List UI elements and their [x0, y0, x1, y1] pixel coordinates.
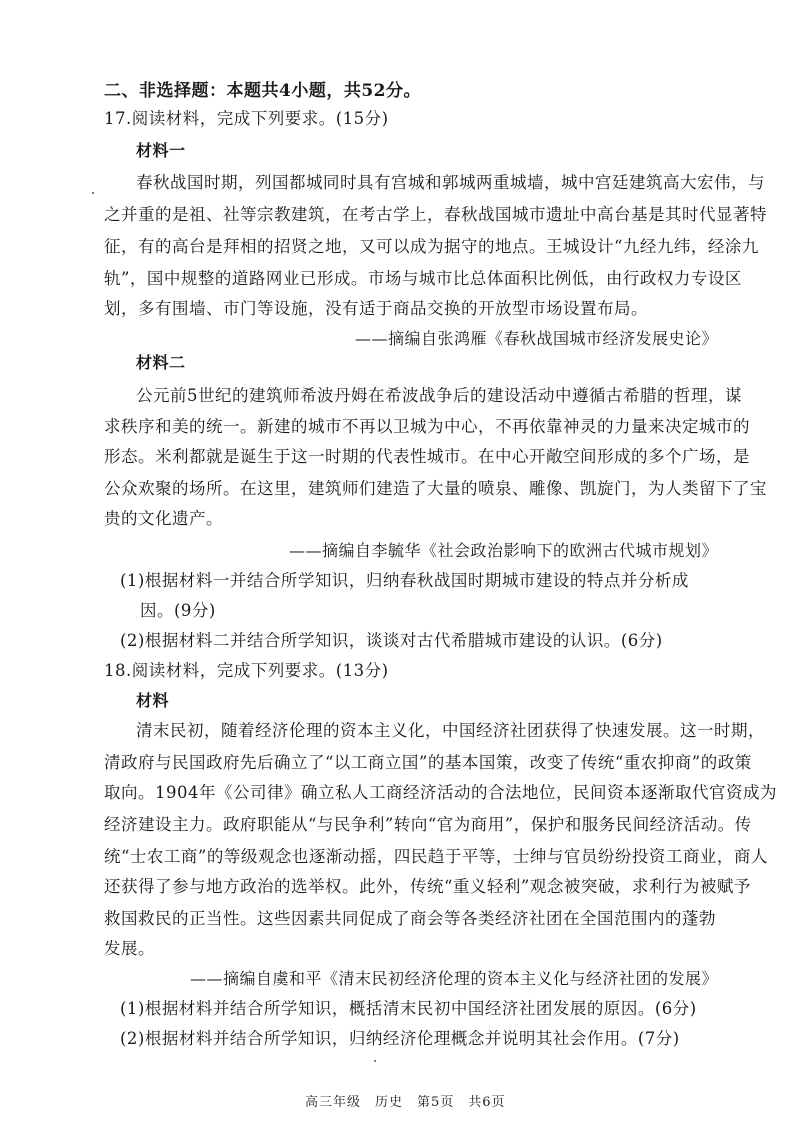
material-line: 清政府与民国政府先后确立了“以工商立国”的基本国策，改变了传统“重农抑商”的政策 [104, 753, 752, 772]
scan-speck [374, 1060, 376, 1062]
material-2-source: ——摘编自李毓华《社会政治影响下的欧洲古代城市规划》 [288, 541, 718, 560]
question-17-subquestion-2: (2)根据材料二并结合所学知识，谈谈对古代希腊城市建设的认识。(6分) [120, 631, 663, 650]
material-2-line: 公众欢聚的场所。在这里，建筑师们建造了大量的喷泉、雕像、凯旋门，为人类留下了宝 [104, 479, 767, 498]
question-17-heading: 17.阅读材料，完成下列要求。(15分) [104, 109, 389, 128]
question-18-subquestion-1: (1)根据材料并结合所学知识，概括清末民初中国经济社团发展的原因。(6分) [120, 999, 697, 1018]
material-line: 取向。1904年《公司律》确立私人工商经济活动的合法地位，民间资本逐渐取代官资成为 [104, 783, 777, 802]
section-title: 二、非选择题：本题共4小题，共52分。 [104, 81, 421, 101]
material-1-line: 春秋战国时期，列国都城同时具有宫城和郭城两重城墙，城中宫廷建筑高大宏伟，与 [136, 173, 765, 192]
material-1-line: 征，有的高台是拜相的招贤之地，又可以成为据守的地点。王城设计“九经九纬，经涂九 [104, 237, 759, 256]
material-1-label: 材料一 [136, 141, 186, 160]
material-line: 发展。 [104, 939, 155, 958]
scan-speck [92, 192, 94, 194]
question-18-subquestion-2: (2)根据材料并结合所学知识，归纳经济伦理概念并说明其社会作用。(7分) [120, 1029, 680, 1048]
material-2-line: 形态。米利都就是诞生于这一时期的代表性城市。在中心开敞空间形成的多个广场，是 [104, 447, 750, 466]
material-line: 清末民初，随着经济伦理的资本主义化，中国经济社团获得了快速发展。这一时期， [136, 721, 765, 740]
material-2-line: 求秩序和美的统一。新建的城市不再以卫城为中心，不再依靠神灵的力量来决定城市的 [104, 417, 750, 436]
material-label: 材料 [136, 691, 170, 710]
material-line: 统“士农工商”的等级观念也逐渐动摇，四民趋于平等，士绅与官员纷纷投资工商业，商人 [104, 847, 768, 866]
material-2-line: 公元前5世纪的建筑师希波丹姆在希波战争后的建设活动中遵循古希腊的哲理，谋 [136, 386, 742, 405]
question-17-subquestion-1: (1)根据材料一并结合所学知识，归纳春秋战国时期城市建设的特点并分析成 [120, 571, 689, 590]
material-1-line: 之并重的是祖、社等宗教建筑，在考古学上，春秋战国城市遗址中高台基是其时代显著特 [104, 205, 767, 224]
material-1-line: 划，多有围墙、市门等设施，没有适于商品交换的开放型市场设置布局。 [104, 299, 648, 318]
material-2-label: 材料二 [136, 353, 186, 372]
material-line: 救国救民的正当性。这些因素共同促成了商会等各类经济社团在全国范围内的蓬勃 [104, 909, 716, 928]
material-line: 经济建设主力。政府职能从“与民争利”转向“官为商用”，保护和服务民间经济活动。传 [104, 815, 752, 834]
material-source: ——摘编自虞和平《清末民初经济伦理的资本主义化与经济社团的发展》 [189, 969, 718, 988]
page-footer: 高三年级 历史 第5页 共6页 [305, 1095, 506, 1110]
material-1-line: 轨”，国中规整的道路网业已形成。市场与城市比总体面积比例低，由行政权力专设区 [104, 269, 742, 288]
material-line: 还获得了参与地方政治的选举权。此外，传统“重义轻利”观念被突破，求利行为被赋予 [104, 877, 751, 896]
question-18-heading: 18.阅读材料，完成下列要求。(13分) [104, 661, 389, 680]
question-17-subquestion-1-cont: 因。(9分) [140, 601, 216, 620]
material-1-source: ——摘编自张鸿雁《春秋战国城市经济发展史论》 [354, 329, 718, 348]
material-2-line: 贵的文化遗产。 [104, 509, 223, 528]
